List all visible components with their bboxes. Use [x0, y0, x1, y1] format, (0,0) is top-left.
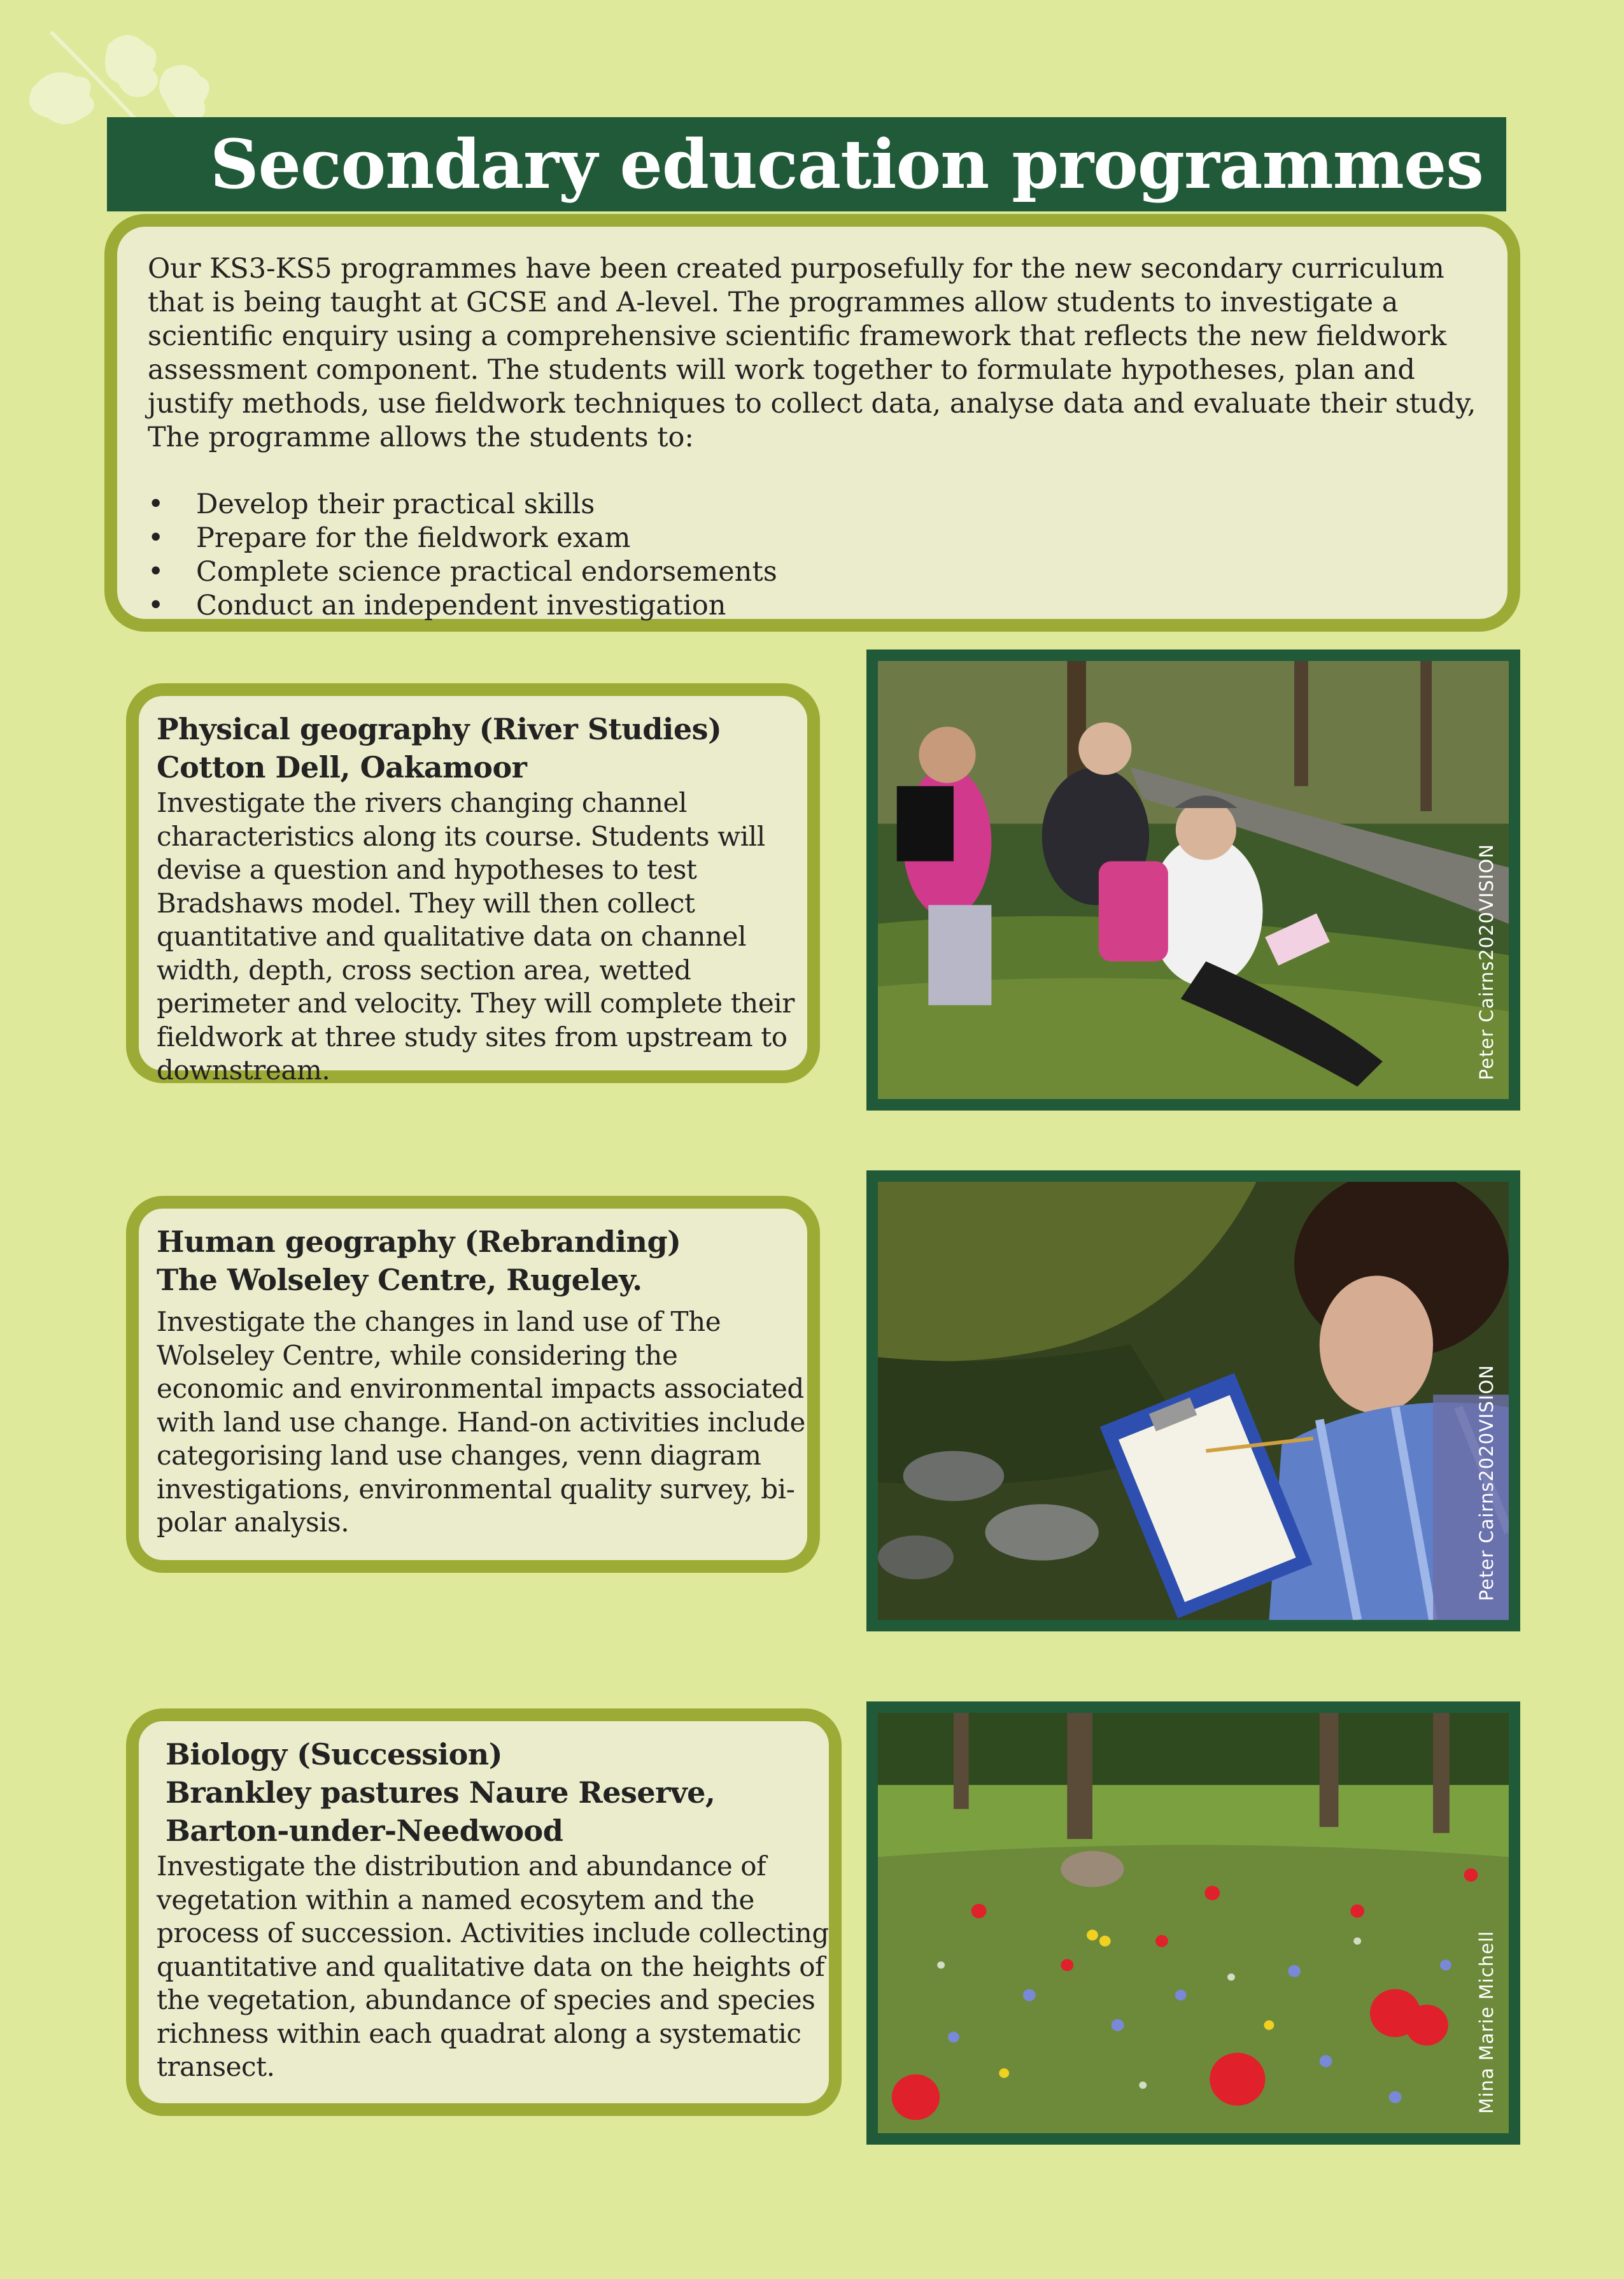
programme-card-human-geography	[126, 1196, 820, 1573]
programme-description: Investigate the rivers changing channel characteristics along its course. Students will devise a question and hypotheses to test Bradshaws model. They will then collect quantitative and qualitative data on channel width, depth, cross section area, wetted perimeter and velocity. They will complete their fieldwork at three study sites from upstream to downstream.	[157, 787, 794, 1086]
bullet-item: • Prepare for the fieldwork exam	[148, 522, 1477, 555]
intro-bullet-list	[148, 488, 1477, 623]
bullet-item: • Develop their practical skills	[148, 488, 1477, 522]
photo-credit: Peter Cairns2020VISION	[1476, 843, 1497, 1080]
programme-subject: Biology (Succession)	[166, 1737, 502, 1771]
programme-subject: Physical geography (River Studies)	[157, 712, 722, 746]
programme-subject: Human geography (Rebranding)	[157, 1225, 681, 1259]
programme-heading	[157, 1223, 807, 1299]
page-title: Secondary education programmes	[210, 124, 1483, 204]
wildflower-meadow-image	[878, 1713, 1509, 2133]
intro-paragraph: Our KS3-KS5 programmes have been created purposefully for the new secondary curriculum that is being taught at GCSE and A-level. The programmes allow students to investigate a scientific enquiry using a comprehensive scientific framework that reflects the new fieldwork assessment component. The students will work together to formulate hypotheses, plan and justify methods, use fieldwork techniques to collect data, analyse data and evaluate their study, The programme allows the students to:	[148, 253, 1476, 453]
programme-card-physical-geography	[126, 683, 820, 1086]
programme-heading	[157, 1735, 829, 1850]
photo-credit: Peter Cairns2020VISION	[1476, 1364, 1497, 1601]
programme-location: The Wolseley Centre, Rugeley.	[157, 1263, 642, 1297]
programme-description: Investigate the changes in land use of The Wolseley Centre, while considering the economic and environmental impacts associated with land use change. Hand-on activities include categorising land use changes, venn diagram investigations, environmental quality survey, bi-polar analysis.	[157, 1306, 805, 1538]
bullet-item: • Complete science practical endorsements	[148, 555, 1477, 589]
photo-wildflower-meadow	[866, 1701, 1520, 2145]
programme-location: Brankley pastures Naure Reserve, Barton-under-Needwood	[166, 1775, 716, 1848]
bullet-item: • Conduct an independent investigation	[148, 589, 1477, 623]
programme-description: Investigate the distribution and abundance of vegetation within a named ecosytem and the process of succession. Activities include collecting quantitative and qualitative data on the heights of the vegetation, abundance of species and species richness within each quadrat along a systematic transect.	[157, 1850, 829, 2082]
photo-river-study	[866, 650, 1520, 1111]
programme-card-biology	[126, 1708, 842, 2116]
programme-location: Cotton Dell, Oakamoor	[157, 750, 527, 785]
programme-heading	[157, 710, 807, 786]
river-study-image	[878, 661, 1509, 1099]
photo-credit: Mina Marie Michell	[1476, 1931, 1497, 2114]
land-use-survey-image	[878, 1182, 1509, 1620]
photo-land-use-survey	[866, 1170, 1520, 1631]
intro-panel	[104, 214, 1520, 632]
